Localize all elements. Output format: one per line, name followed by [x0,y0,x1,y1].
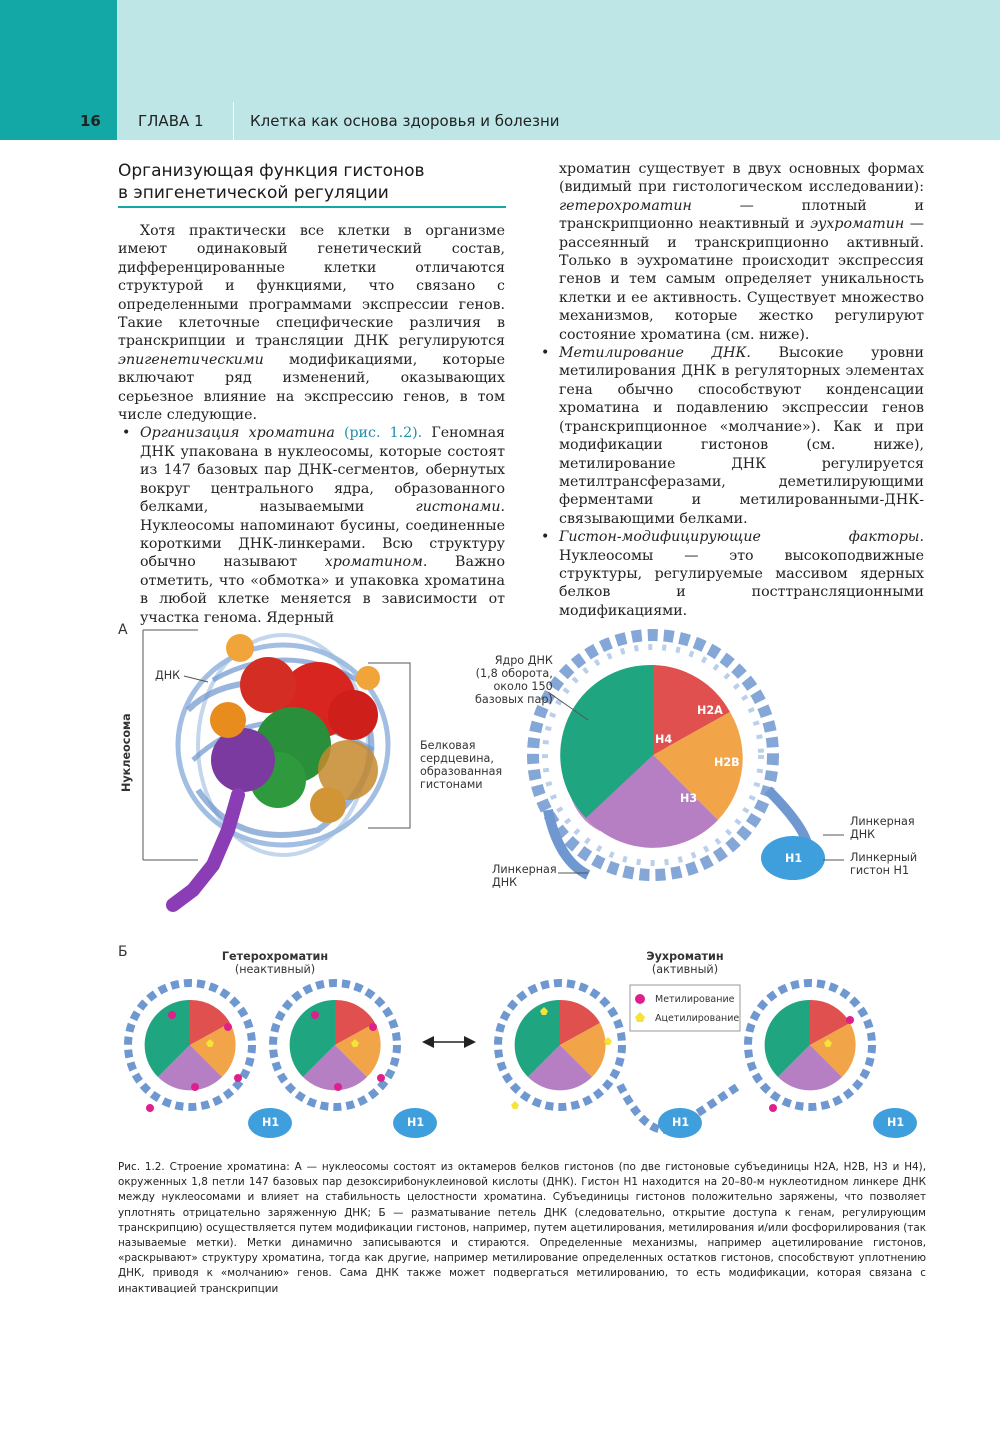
nucleosome-bracket [143,630,198,860]
euchromatin-heading [620,950,750,976]
heterochromatin-nucleosome-2 [273,983,437,1138]
euchromatin-title: Эухроматин [646,950,724,963]
linker-h1-label [850,851,917,877]
linker-h1-label-line: Линкерный [850,851,918,864]
figure-reference-link[interactable]: (рис. 1.2). [343,425,423,442]
methylation-legend-icon [635,994,645,1004]
legend-methylation: Метилирование [655,994,735,1005]
h1-label-b2: H1 [407,1116,425,1129]
continuation-text: — рассеянный и транскрипционно активный. Только в эухроматине происходит экспрессия генов и тем самым определяет уникальность клетки и ее активность. Существует множество механизмов, которые жестко регулируют состояние хроматина (см. ниже). [559,216,924,343]
linker-dna-right-label [850,815,915,841]
section-title-line1: Организующая функция гистонов [118,161,425,181]
intro-paragraph [118,222,505,424]
legend-acetylation: Ацетилирование [655,1013,740,1024]
nucleosome-label-wrap [118,712,138,802]
bullet-text: Нуклеосомы — это высокоподвижные структуры, регулируемые массивом ядерных белков и посттрансляционными модификациями. [559,547,924,619]
histone-h2a-label: H2A [697,704,723,717]
core-label-line: сердцевина, [420,752,494,765]
bullet-text: . Важно отметить, что «обмотка» и упаковка хроматина в любой клетке меняется в зависимости от участка генома. Ядерный [140,554,505,626]
continuation-text: хроматин существует в двух основных формах (видимый при гистологическом исследовании): [559,161,924,196]
bullet-text: . Нуклеосомы напоминают бусины, соединенные короткими ДНК-линкерами. Всю структуру обычно называют [140,499,505,571]
nucleosome-label: Нуклеосома [120,713,133,792]
bullet-marker: • [122,425,131,442]
panel-a-label: А [118,622,128,638]
linker-dna-label-line: Линкерная [492,863,557,876]
bullet-histone-modifiers [537,528,924,620]
bullet-emphasis: гистонами [415,499,501,516]
heterochromatin-heading [210,950,340,976]
linker-dna-label-line: ДНК [850,828,876,841]
caption-label: Рис. 1.2. [118,1161,165,1173]
figure-caption [118,1160,926,1297]
bullet-text: Высокие уровни метилирования ДНК в регуляторных элементах гена обычно способствуют конденсации хроматина и подавлению экспрессии генов (транскрипционное «молчание»). Как и при модификации гистонов (см. ниже), метилирование ДНК регулируется метилтрансферазами, деметилирующими ферментами и метилированными-ДНК-связывающими белками. [559,345,924,527]
heterochromatin-title: Гетерохроматин [221,950,329,963]
h1-label-b3: H1 [672,1116,690,1129]
linker-dna-label-line: ДНК [492,876,518,889]
bullet-marker: • [541,345,550,362]
euchromatin-subtitle: (активный) [651,963,719,976]
bullet-emphasis: хроматином [324,554,423,571]
core-label [420,739,502,791]
header-divider [233,102,234,140]
linker-dna-label-line: Линкерная [850,815,915,828]
bullet-text: Геномная ДНК упакована в нуклеосомы, которые состоят из 147 базовых пар ДНК-сегментов, обернутых вокруг центрального ядра, образованного белками, называемыми [140,425,506,516]
bullet-marker: • [541,529,550,546]
chromatin-continuation [537,160,924,344]
intro-text: Хотя практически все клетки в организме имеют одинаковый генетический состав, дифференцированные клетки отличаются структурой и функциями, что связано с определенными программами экспрессии генов. Такие клеточные специфические различия в транскрипции и трансляции ДНК регулируются [118,223,505,350]
linker-h1-label-line: гистон H1 [850,864,910,877]
chapter-label: ГЛАВА 1 [138,112,204,130]
page-number: 16 [80,112,101,130]
h1-label-b1: H1 [262,1116,280,1129]
continuation-emphasis: эухроматин [810,216,905,233]
bullet-dna-methylation [537,344,924,528]
core-dna-label-line: Ядро ДНК [494,654,553,667]
histone-h2b-label: H2B [714,756,740,769]
section-title-line2: в эпигенетической регуляции [118,183,389,203]
nucleosome-diagram [533,635,825,880]
continuation-text: — плотный и транскрипционно неактивный и [559,197,924,233]
core-dna-label [475,654,553,706]
histone-h1-label: H1 [785,852,803,865]
continuation-emphasis: гетерохроматин [559,197,692,214]
core-dna-label-line: около 150 [493,680,553,693]
core-dna-label-line: базовых пар) [475,693,553,706]
heterochromatin-nucleosome-1 [128,983,292,1138]
dna-label: ДНК [155,669,181,682]
histone-h4-label: H4 [655,733,673,746]
figure-panel-b [110,975,930,1150]
euchromatin-nucleosome-2 [748,983,917,1138]
bullet-term: Метилирование ДНК. [559,345,751,362]
histone-h3-label: H3 [680,792,698,805]
linker-dna-left-label [492,863,557,889]
panel-b-label: Б [118,944,128,960]
section-title [118,160,508,204]
bullet-term: Гистон-модифицирующие факторы. [559,529,924,546]
core-label-line: Белковая [420,739,476,752]
bullet-chromatin [118,424,505,626]
left-column [118,222,505,627]
core-label-line: образованная [420,765,503,778]
running-title: Клетка как основа здоровья и болезни [250,112,560,130]
core-label-line: гистонами [420,778,483,791]
right-column [537,160,924,620]
core-dna-label-line: (1,8 оборота, [475,667,553,680]
intro-text-end: модификациями, которые включают ряд изменений, оказывающих серьезное влияние на экспрессию генов, в том числе следующие. [118,351,505,424]
nucleosome-molecular-model [173,634,388,905]
heterochromatin-subtitle: (неактивный) [234,963,316,976]
caption-text: Строение хроматина: А — нуклеосомы состоят из октамеров белков гистонов (по две гистоновые субъединицы H2A, H2B, H3 и H4), окруженных 1,8 петли 147 базовых пар дезоксирибонуклеиновой кислоты (ДНК). Гистон H1 находится на 20–80-м нуклеотидном линкере ДНК между нуклеосомами и влияет на стабильность целостности хроматина. Субъединицы гистонов положительно заряжены, что позволяет уплотнять отрицательно заряженную ДНК; Б — разматывание петель ДНК (следовательно, открытие доступа к генам, регулирующим транскрипцию) осуществляется путем модификации гистонов, например, путем ацетилирования, метилирования и/или фосфорилирования (так называемые метки). Метки динамично записываются и стираются. Определенные механизмы, например ацетилирование гистонов, «раскрывают» структуру хроматина, тогда как другие, например метилирование определенных остатков гистонов, способствуют уплотнению ДНК, приводя к «молчанию» генов. Сама ДНК также может подвергаться метилированию, то есть модификации, которая связана с инактивацией транскрипции [118,1161,926,1295]
section-title-rule [118,206,506,208]
intro-emphasis: эпигенетическими [118,351,264,368]
h1-label-b4: H1 [887,1116,905,1129]
bullet-term: Организация хроматина [140,425,335,442]
